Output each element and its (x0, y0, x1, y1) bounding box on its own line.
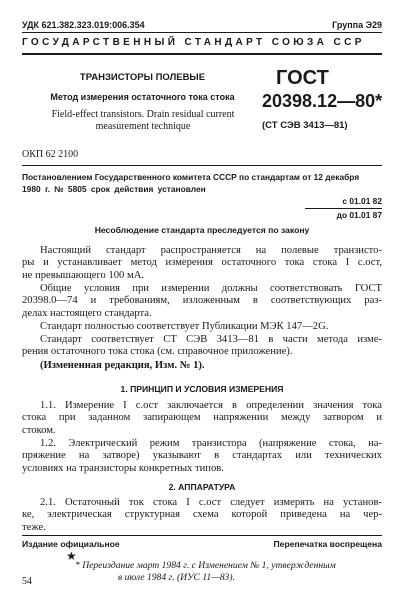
text-line: 2.1. Остаточный ток стока I с.ост следует измерять на установ- (40, 497, 382, 508)
st-sev-reference: (СТ СЭВ 3413—81) (262, 120, 348, 131)
intro-paragraph-3 (22, 321, 382, 333)
intro-paragraph-4 (22, 334, 382, 359)
okp-code: ОКП 62 2100 (22, 149, 79, 160)
decree-line-2: 1980 г. № 5805 срок действия установлен (22, 184, 206, 194)
state-standard-banner: ГОСУДАРСТВЕННЫЙ СТАНДАРТ СОЮЗА ССР (22, 37, 365, 48)
english-title-line-1: Field-effect transistors. Drain residual current (51, 109, 235, 120)
reprint-prohibited-label: Перепечатка воспрещена (273, 539, 382, 549)
section-2-heading: 2. АППАРАТУРА (168, 482, 236, 492)
official-edition-label: Издание официальное (22, 539, 120, 549)
text-line: ке, электрическая структурная схема которой приведена на чер- (22, 509, 382, 521)
intro-paragraph-2 (22, 283, 382, 320)
text-line: Общие условия при измерении должны соответствовать ГОСТ (40, 283, 382, 294)
text-line: 20398.0—74 и требованиям, изложенным в соответствующих раз- (22, 295, 382, 307)
law-warning: Несоблюдение стандарта преследуется по закону (94, 225, 310, 235)
header-rule-top (22, 32, 382, 33)
group-code: Группа Э29 (332, 20, 382, 30)
reprint-note-line-2: в июле 1984 г. (ИУС 11—83). (118, 572, 235, 583)
validity-divider (305, 208, 382, 209)
text-line: стока при заданном запирающем напряжении между затвором и (22, 412, 382, 424)
text-line: теже. (22, 521, 46, 533)
gost-label: ГОСТ (276, 67, 329, 89)
document-title: ТРАНЗИСТОРЫ ПОЛЕВЫЕ (79, 72, 206, 83)
amendment-note: (Измененная редакция, Изм. № 1). (40, 360, 205, 371)
text-line: рения остаточного тока стока (см. справочное приложение). (22, 346, 293, 358)
reprint-note-line-1: * Переиздание март 1984 г. с Изменением № 1, утвержденным (75, 560, 336, 571)
text-line: делах настоящего стандарта. (22, 307, 152, 319)
text-line: 1.1. Измерение I с.ост заключается в определении значения тока (40, 400, 382, 411)
text-line: Стандарт полностью соответствует Публикации МЭК 147—2G. (40, 321, 329, 332)
validity-from: с 01.01 82 (342, 196, 382, 206)
document-subtitle: Метод измерения остаточного тока стока (50, 92, 235, 102)
title-rule (22, 165, 382, 166)
section-1-heading: 1. ПРИНЦИП И УСЛОВИЯ ИЗМЕРЕНИЯ (120, 384, 284, 394)
star-icon: ★ (66, 549, 77, 563)
text-line: не превышающего 100 мА. (22, 269, 145, 281)
intro-paragraph-1 (22, 245, 382, 282)
page-number: 54 (22, 576, 32, 587)
gost-number: 20398.12—80* (262, 91, 383, 111)
text-line: пряжение на затворе) указывают в стандартах или технических (22, 450, 382, 462)
text-line: 1.2. Электрический режим транзистора (напряжение стока, на- (40, 438, 382, 449)
english-title-line-2: measurement technique (95, 121, 191, 132)
section-1-paragraph-2 (22, 438, 382, 475)
section-2-paragraph-1 (22, 497, 382, 534)
decree-line-1: Постановлением Государственного комитета СССР по стандартам от 12 декабря (22, 172, 360, 182)
text-line: Стандарт соответствует СТ СЭВ 3413—81 в части метода изме- (40, 334, 382, 345)
header-rule-bottom (22, 53, 382, 55)
text-line: условиях на транзисторы конкретных типов. (22, 462, 224, 474)
section-1-paragraph-1 (22, 400, 382, 437)
footer-rule (22, 535, 382, 536)
text-line: ры и устанавливает метод измерения остаточного тока стока I с.ост, (22, 257, 382, 269)
text-line: стоком. (22, 424, 56, 436)
text-line: Настоящий стандарт распространяется на полевые транзисто- (40, 245, 382, 256)
validity-to: до 01.01 87 (336, 210, 382, 220)
udk-code: УДК 621.382.323.019:006.354 (22, 20, 145, 30)
